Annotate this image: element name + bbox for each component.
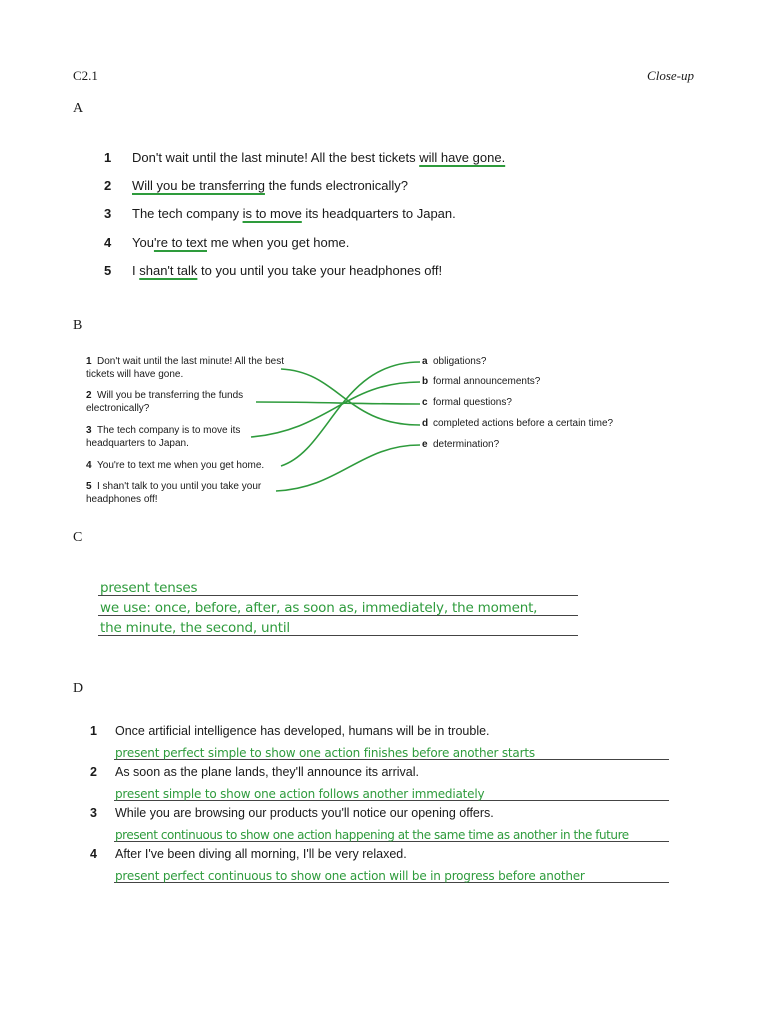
d-question-number: 3: [90, 806, 97, 820]
c-answer-line-3: [98, 616, 578, 636]
d-question-number: 4: [90, 847, 97, 861]
b-left-text: The tech company is to move its headquarters to Japan.: [86, 425, 241, 449]
d-answer-text: present continuous to show one action happening at the same time as another in the future: [115, 828, 629, 842]
match-line-5-e: [276, 445, 420, 491]
d-question-text: Once artificial intelligence has developed, humans will be in trouble.: [115, 724, 490, 738]
a-item-underlined: 're to text: [153, 235, 207, 250]
section-a-label: A: [73, 101, 84, 116]
b-left-number: 2: [86, 390, 92, 401]
b-right-letter: c: [422, 397, 428, 408]
a-item-text: You: [132, 235, 154, 250]
d-question-1: [90, 724, 490, 738]
a-item-text: to you until you take your headphones off!: [197, 263, 443, 278]
a-item-number: 1: [104, 150, 112, 165]
a-item-number: 3: [104, 206, 112, 221]
b-right-text: determination?: [433, 439, 500, 450]
d-answer-line-2: [114, 784, 669, 801]
section-b-label: B: [73, 318, 83, 333]
a-item-underlined: Will you be transferring: [132, 178, 265, 193]
a-item-text: Don't wait until the last minute! All the best tickets: [132, 150, 420, 165]
section-d-label: D: [73, 681, 84, 696]
d-question-text: While you are browsing our products you'll notice our opening offers.: [115, 806, 494, 820]
match-line-2-c: [256, 402, 420, 404]
match-line-3-b: [251, 382, 420, 437]
d-answer-line-1: [114, 743, 669, 760]
b-left-number: 3: [86, 425, 92, 436]
b-right-text: completed actions before a certain time?: [433, 418, 614, 429]
b-right-text: formal questions?: [433, 397, 512, 408]
a-item-underlined: will have gone.: [419, 150, 506, 165]
d-question-3: [90, 806, 494, 820]
b-left-number: 1: [86, 356, 92, 367]
b-left-text: I shan't talk to you until you take your headphones off!: [86, 481, 262, 505]
a-item-text: I: [132, 263, 140, 278]
a-item-number: 2: [104, 178, 112, 193]
a-item-text: me when you get home.: [207, 235, 350, 250]
b-right-text: formal announcements?: [433, 376, 541, 387]
a-item-underlined: is to move: [242, 206, 302, 221]
a-item-text: The tech company: [132, 206, 243, 221]
d-answer-text: present simple to show one action follows another immediately: [115, 787, 485, 801]
match-line-1-d: [281, 369, 420, 425]
a-item-underlined: shan't talk: [139, 263, 198, 278]
b-left-text: Will you be transferring the funds electronically?: [86, 390, 244, 414]
d-answer-line-4: [114, 866, 669, 883]
a-item-text: the funds electronically?: [264, 178, 409, 193]
d-question-text: After I've been diving all morning, I'll be very relaxed.: [115, 847, 407, 861]
d-question-number: 2: [90, 765, 97, 779]
d-question-number: 1: [90, 724, 97, 738]
c-answer-text: present tenses: [100, 580, 198, 596]
a-item-number: 5: [104, 263, 112, 278]
b-right-letter: e: [422, 439, 428, 450]
b-right-text: obligations?: [433, 356, 487, 367]
d-question-text: As soon as the plane lands, they'll announce its arrival.: [115, 765, 419, 779]
b-left-number: 5: [86, 481, 92, 492]
b-right-letter: b: [422, 376, 429, 387]
b-left-text: Don't wait until the last minute! All the best tickets will have gone.: [86, 356, 285, 380]
c-answer-text: we use: once, before, after, as soon as, immediately, the moment,: [100, 600, 538, 616]
d-question-4: [90, 847, 407, 861]
b-left-number: 4: [86, 460, 92, 471]
d-answer-line-3: [114, 825, 669, 842]
d-question-2: [90, 765, 419, 779]
c-answer-text: the minute, the second, until: [100, 620, 290, 636]
b-left-text: You're to text me when you get home.: [97, 460, 265, 471]
b-right-letter: d: [422, 418, 429, 429]
section-c-label: C: [73, 530, 83, 545]
d-answer-text: present perfect simple to show one action finishes before another starts: [115, 746, 535, 760]
d-answer-text: present perfect continuous to show one action will be in progress before another: [115, 869, 585, 883]
b-right-letter: a: [422, 356, 428, 367]
unit-code: C2.1: [73, 68, 98, 83]
a-item-text: its headquarters to Japan.: [301, 206, 456, 221]
c-answer-line-2: [98, 596, 578, 616]
c-answer-line-1: [98, 576, 578, 596]
a-item-number: 4: [104, 235, 112, 250]
match-line-4-a: [281, 362, 420, 466]
book-title: Close-up: [647, 68, 694, 83]
